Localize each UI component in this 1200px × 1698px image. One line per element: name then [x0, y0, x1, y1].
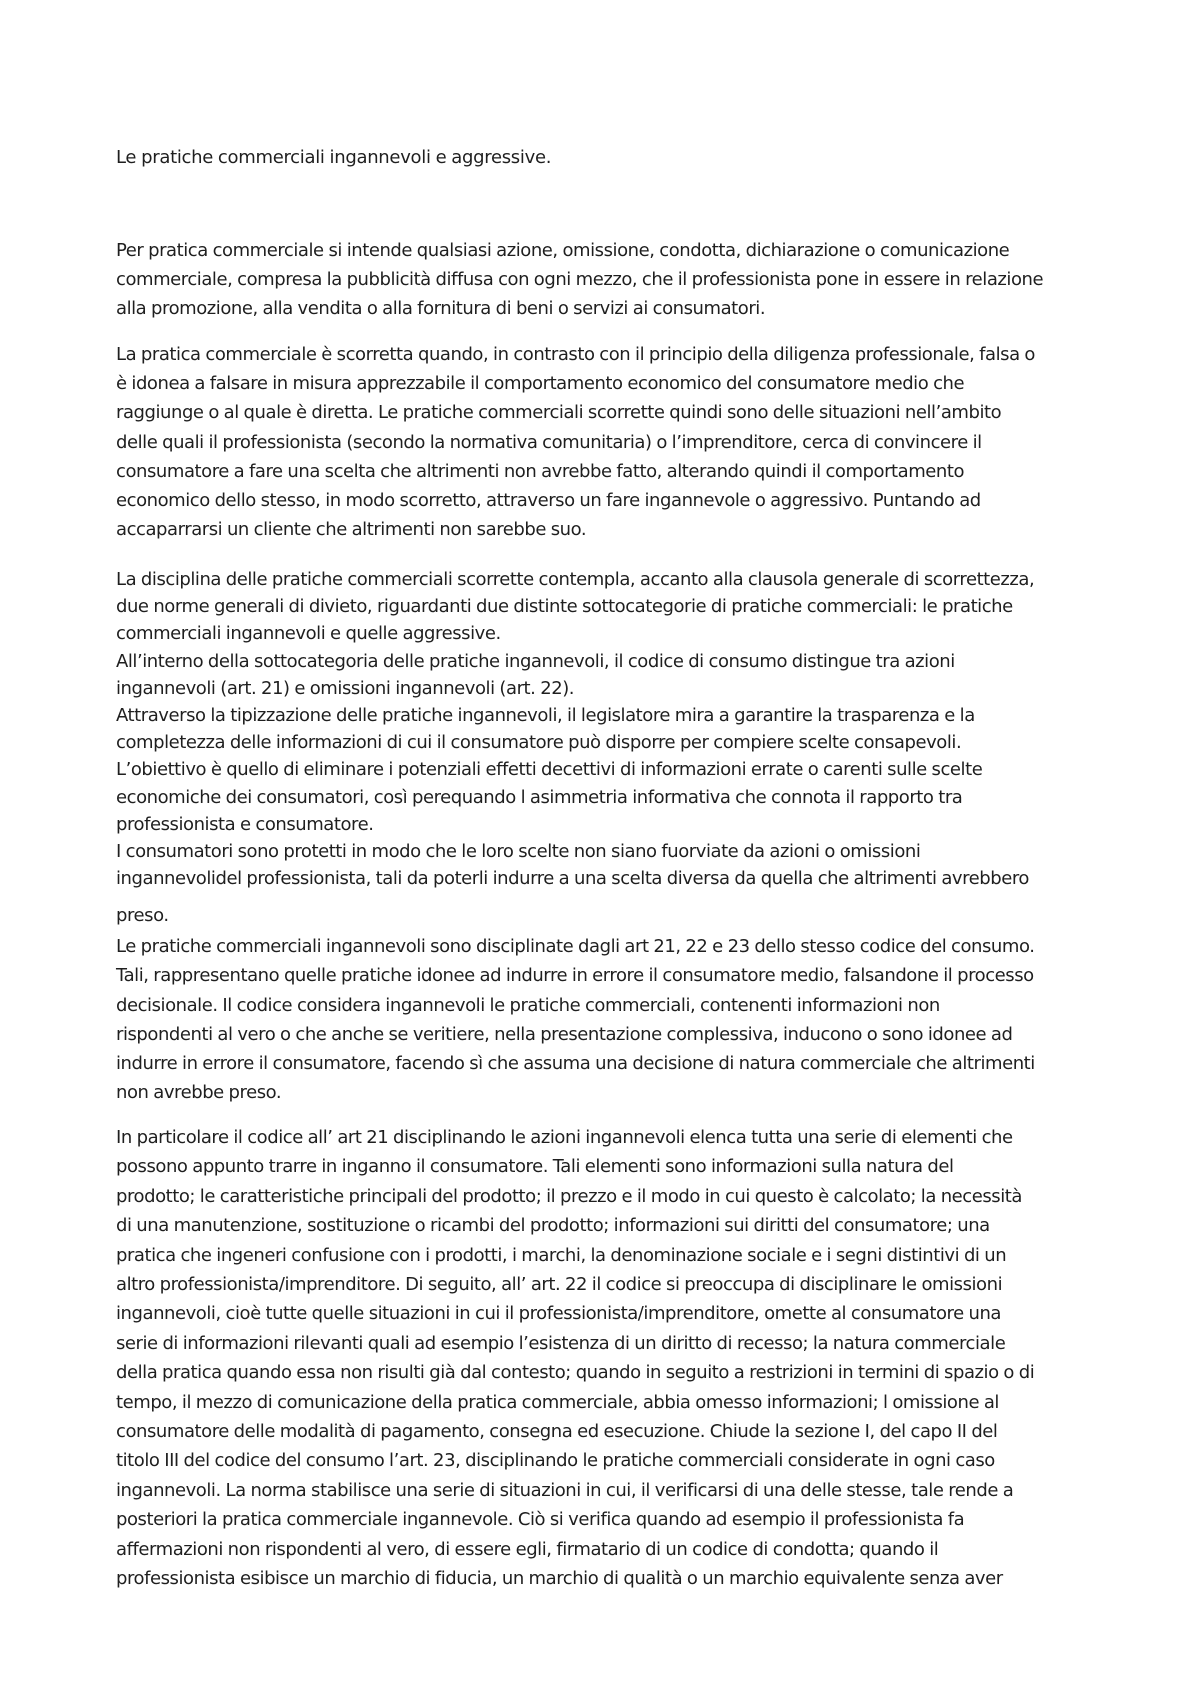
text-line: Attraverso la tipizzazione delle pratiche ingannevoli, il legislatore mira a garantire la trasparenza e la	[116, 705, 975, 727]
text-line: All’interno della sottocategoria delle pratiche ingannevoli, il codice di consumo distingue tra azioni	[116, 650, 955, 672]
text-line: ingannevolidel professionista, tali da poterli indurre a una scelta diversa da quella che altrimenti avrebbero	[116, 868, 1029, 890]
document-title	[116, 148, 1101, 168]
text-line: titolo III del codice del consumo l’art. 23, disciplinando le pratiche commerciali considerate in ogni caso	[116, 1450, 995, 1472]
text-line: completezza delle informazioni di cui il consumatore può disporre per compiere scelte consapevoli.	[116, 732, 962, 754]
paragraph-ingannevoli	[116, 932, 1101, 1108]
text-line: indurre in errore il consumatore, facendo sì che assuma una decisione di natura commerciale che altrimenti	[116, 1053, 1035, 1075]
text-line: ingannevoli (art. 21) e omissioni ingannevoli (art. 22).	[116, 677, 575, 699]
text-line: I consumatori sono protetti in modo che le loro scelte non siano fuorviate da azioni o omissioni	[116, 841, 921, 863]
text-line: è idonea a falsare in misura apprezzabile il comportamento economico del consumatore medio che	[116, 373, 965, 395]
text-line: decisionale. Il codice considera ingannevoli le pratiche commerciali, contenenti informazioni non	[116, 994, 940, 1016]
text-line: delle quali il professionista (secondo la normativa comunitaria) o l’imprenditore, cerca di convincere il	[116, 431, 982, 453]
text-line: economiche dei consumatori, così perequando l asimmetria informativa che connota il rapporto tra	[116, 786, 963, 808]
text-line: ingannevoli. La norma stabilisce una serie di situazioni in cui, il verificarsi di una delle stesse, tale rende a	[116, 1479, 1014, 1501]
text-line: serie di informazioni rilevanti quali ad esempio l’esistenza di un diritto di recesso; la natura commerciale	[116, 1332, 1006, 1354]
text-line: di una manutenzione, sostituzione o ricambi del prodotto; informazioni sui diritti del consumatore; una	[116, 1215, 990, 1237]
paragraph-disciplina	[116, 566, 1101, 930]
text-line: alla promozione, alla vendita o alla fornitura di beni o servizi ai consumatori.	[116, 298, 766, 319]
text-line: affermazioni non rispondenti al vero, di essere egli, firmatario di un codice di condotta; quando il	[116, 1538, 939, 1560]
text-line: La pratica commerciale è scorretta quando, in contrasto con il principio della diligenza professionale, falsa o	[116, 344, 1035, 365]
text-line: ingannevoli, cioè tutte quelle situazioni in cui il professionista/imprenditore, omette al consumatore una	[116, 1303, 1002, 1325]
text-line: commerciali ingannevoli e quelle aggressive.	[116, 623, 501, 645]
text-line: prodotto; le caratteristiche principali del prodotto; il prezzo e il modo in cui questo è calcolato; la necessità	[116, 1185, 1022, 1207]
text-line: preso.	[116, 905, 169, 927]
text-line: altro professionista/imprenditore. Di seguito, all’ art. 22 il codice si preoccupa di disciplinare le omissioni	[116, 1274, 1003, 1296]
text-line: professionista e consumatore.	[116, 813, 374, 835]
text-line: raggiunge o al quale è diretta. Le pratiche commerciali scorrette quindi sono delle situazioni nell’ambito	[116, 402, 1002, 424]
text-line: La disciplina delle pratiche commerciali scorrette contempla, accanto alla clausola generale di scorrettezza,	[116, 569, 1035, 590]
text-line: rispondenti al vero o che anche se veritiere, nella presentazione complessiva, inducono o sono idonee ad	[116, 1023, 1013, 1045]
text-line: economico dello stesso, in modo scorretto, attraverso un fare ingannevole o aggressivo. Puntando ad	[116, 490, 981, 512]
text-line: posteriori la pratica commerciale ingannevole. Ciò si verifica quando ad esempio il professionista fa	[116, 1509, 965, 1531]
text-line: pratica che ingeneri confusione con i prodotti, i marchi, la denominazione sociale e i segni distintivi di un	[116, 1244, 1007, 1266]
text-line: consumatore a fare una scelta che altrimenti non avrebbe fatto, alterando quindi il comportamento	[116, 460, 965, 482]
paragraph-scorretta	[116, 340, 1101, 544]
paragraph-definition	[116, 236, 1101, 323]
text-line: Per pratica commerciale si intende qualsiasi azione, omissione, condotta, dichiarazione o comunicazione	[116, 240, 1010, 261]
title-text: Le pratiche commerciali ingannevoli e aggressive.	[116, 147, 552, 168]
text-line: possono appunto trarre in inganno il consumatore. Tali elementi sono informazioni sulla natura del	[116, 1156, 954, 1178]
text-line: In particolare il codice all’ art 21 disciplinando le azioni ingannevoli elenca tutta una serie di elementi che	[116, 1127, 1013, 1148]
text-line: non avrebbe preso.	[116, 1082, 282, 1104]
text-line: professionista esibisce un marchio di fiducia, un marchio di qualità o un marchio equivalente senza aver	[116, 1568, 1003, 1590]
text-line: tempo, il mezzo di comunicazione della pratica commerciale, abbia omesso informazioni; l omissione al	[116, 1391, 999, 1413]
text-line: Tali, rappresentano quelle pratiche idonee ad indurre in errore il consumatore medio, falsandone il processo	[116, 965, 1034, 987]
text-line: della pratica quando essa non risulti già dal contesto; quando in seguito a restrizioni in termini di spazio o di	[116, 1362, 1035, 1384]
text-line: accaparrarsi un cliente che altrimenti non sarebbe suo.	[116, 519, 587, 541]
text-line: commerciale, compresa la pubblicità diffusa con ogni mezzo, che il professionista pone in essere in relazione	[116, 269, 1044, 290]
text-line: due norme generali di divieto, riguardanti due distinte sottocategorie di pratiche commerciali: le pratiche	[116, 596, 1013, 618]
paragraph-particolare	[116, 1123, 1101, 1594]
text-line: L’obiettivo è quello di eliminare i potenziali effetti decettivi di informazioni errate o carenti sulle scelte	[116, 759, 983, 781]
text-line: consumatore delle modalità di pagamento, consegna ed esecuzione. Chiude la sezione I, del capo II del	[116, 1421, 998, 1443]
text-line: Le pratiche commerciali ingannevoli sono disciplinate dagli art 21, 22 e 23 dello stesso codice del consumo.	[116, 936, 1035, 957]
